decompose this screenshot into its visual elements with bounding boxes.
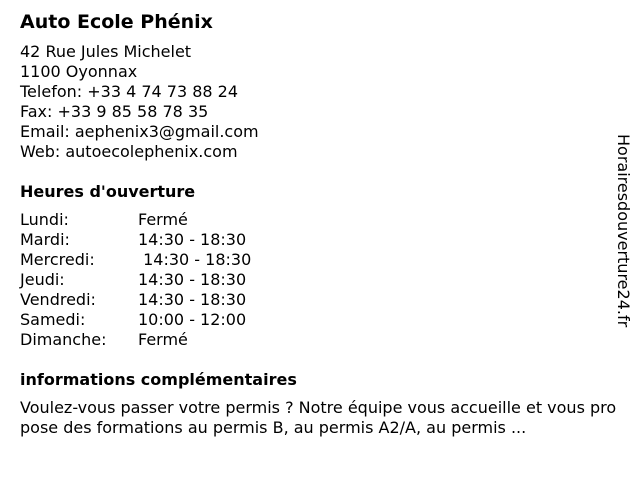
business-name: Auto Ecole Phénix — [20, 11, 213, 33]
additional-info-text: Voulez-vous passer votre permis ? Notre équipe vous accueille et vous propose des formations au permis B, au permis A2/A, au permis ... — [20, 398, 617, 437]
day-label: Lundi: — [20, 210, 69, 229]
day-hours: 14:30 - 18:30 — [138, 290, 247, 309]
day-label: Mercredi: — [20, 250, 95, 269]
additional-info-heading: informations complémentaires — [20, 370, 297, 389]
hours-row-jeudi — [20, 270, 620, 290]
hours-row-mardi — [20, 230, 620, 250]
opening-hours-table — [20, 210, 620, 350]
hours-row-mercredi — [20, 250, 620, 270]
hours-row-vendredi — [20, 290, 620, 310]
watermark-text: Horairesdouverture24.fr — [614, 134, 633, 328]
day-hours: 14:30 - 18:30 — [138, 270, 247, 289]
day-hours: 10:00 - 12:00 — [138, 310, 247, 329]
day-label: Jeudi: — [20, 270, 65, 289]
address-city: 1100 Oyonnax — [20, 62, 138, 81]
opening-hours-heading: Heures d'ouverture — [20, 182, 196, 201]
day-label: Samedi: — [20, 310, 86, 329]
day-hours: Fermé — [138, 330, 188, 349]
phone-number: Telefon: +33 4 74 73 88 24 — [20, 82, 239, 101]
hours-row-dimanche — [20, 330, 620, 350]
hours-row-samedi — [20, 310, 620, 330]
day-label: Dimanche: — [20, 330, 107, 349]
day-hours: Fermé — [138, 210, 188, 229]
contact-block — [20, 42, 620, 162]
fax-number: Fax: +33 9 85 58 78 35 — [20, 102, 209, 121]
day-label: Vendredi: — [20, 290, 96, 309]
business-card — [20, 10, 620, 438]
hours-row-lundi — [20, 210, 620, 230]
website: Web: autoecolephenix.com — [20, 142, 238, 161]
day-hours: 14:30 - 18:30 — [138, 250, 252, 269]
day-hours: 14:30 - 18:30 — [138, 230, 247, 249]
address-street: 42 Rue Jules Michelet — [20, 42, 192, 61]
day-label: Mardi: — [20, 230, 70, 249]
email-address: Email: aephenix3@gmail.com — [20, 122, 259, 141]
